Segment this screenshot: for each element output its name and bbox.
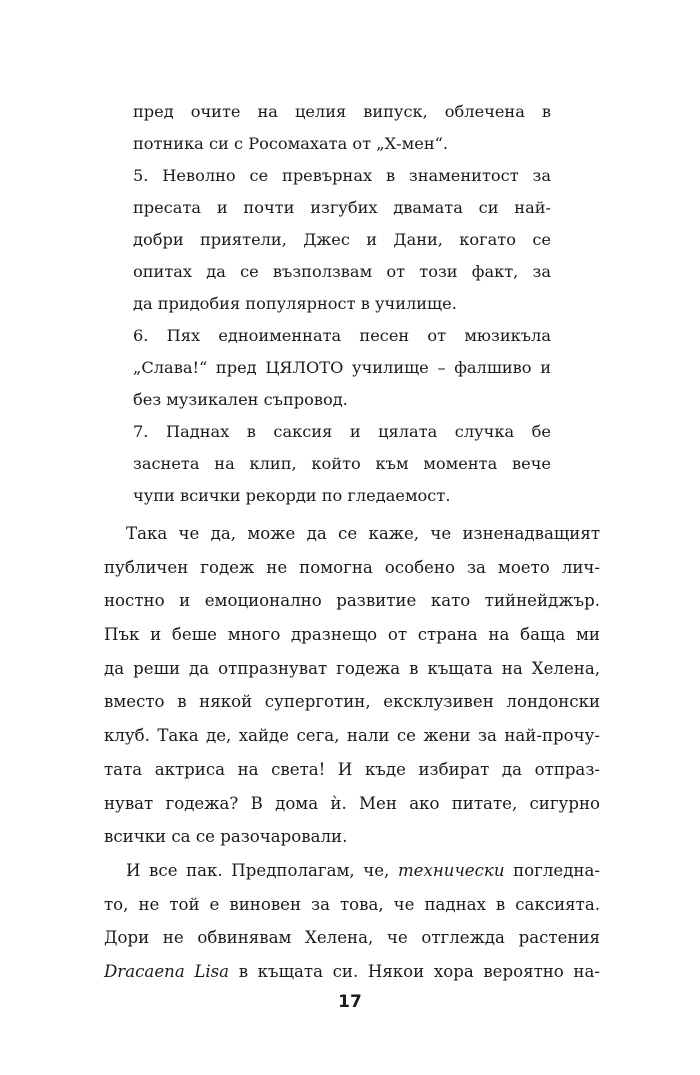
numbered-list xyxy=(133,96,551,512)
text-run: погледна- xyxy=(504,860,600,880)
list-line: добри приятели, Джес и Дани, когато се xyxy=(133,230,551,249)
paragraph-line: публичен годеж не помогна особено за моето лич- xyxy=(104,557,600,577)
paragraph-line: всички са се разочаровали. xyxy=(104,827,348,847)
paragraph-line: то, не той е виновен за това, че паднах в саксията. xyxy=(104,894,600,914)
list-line: 7. Паднах в саксия и цялата случка бе xyxy=(133,422,551,441)
text-run: И все пак. Предполагам, че, xyxy=(126,860,398,880)
body-text xyxy=(104,517,600,989)
paragraph-line: тата актриса на света! И къде избират да отпраз- xyxy=(104,759,600,779)
paragraph-line: Дори не обвинявам Хелена, че отглежда растения xyxy=(104,928,600,948)
italic-plant-name: Dracaena Lisa xyxy=(104,961,230,981)
paragraph-line: вместо в някой суперготин, ексклузивен лондонски xyxy=(104,692,600,712)
list-line: пресата и почти изгубих двамата си най- xyxy=(133,198,551,217)
italic-term: технически xyxy=(397,860,505,880)
paragraph-line: нуват годежа? В дома ѝ. Мен ако питате, сигурно xyxy=(104,793,600,813)
list-line: да придобия популярност в училище. xyxy=(133,294,457,313)
paragraph-line: да реши да отпразнуват годежа в къщата на Хелена, xyxy=(104,658,600,678)
list-line: заснета на клип, който към момента вече xyxy=(133,454,551,473)
paragraph-line xyxy=(104,854,600,888)
paragraph-line: Пък и беше много дразнещо от страна на баща ми xyxy=(104,625,600,645)
list-line: без музикален съпровод. xyxy=(133,390,348,409)
list-line: пред очите на целия випуск, облечена в xyxy=(133,102,551,121)
page-number: 17 xyxy=(338,992,362,1012)
paragraph-line: Така че да, може да се каже, че изненадващият xyxy=(126,524,600,543)
paragraph-line xyxy=(104,955,600,989)
list-line: 5. Неволно се превърнах в знаменитост за xyxy=(133,166,551,185)
paragraph-line: ностно и емоционално развитие като тийнейджър. xyxy=(104,591,600,611)
list-line: опитах да се възползвам от този факт, за xyxy=(133,262,551,281)
list-line: потника си с Росомахата от „Х-мен“. xyxy=(133,134,449,153)
list-line: „Слава!“ пред ЦЯЛОТО училище – фалшиво и xyxy=(133,358,551,377)
list-line: чупи всички рекорди по гледаемост. xyxy=(133,486,451,505)
paragraph-line: клуб. Така де, хайде сега, нали се жени за най-прочу- xyxy=(104,726,600,746)
text-run: в къщата си. Някои хора вероятно на- xyxy=(229,961,600,981)
list-line: 6. Пях едноименната песен от мюзикъла xyxy=(133,326,551,345)
